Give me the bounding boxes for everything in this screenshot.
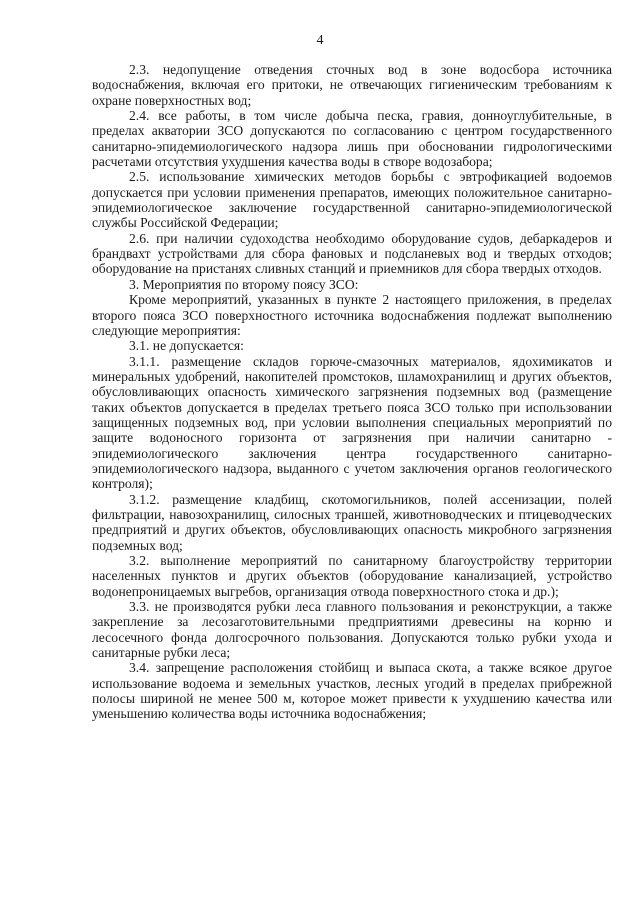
paragraph-3-intro: Кроме мероприятий, указанных в пункте 2 настоящего приложения, в пределах второго пояса ЗСО поверхностного источника водоснабжения подлежат выполнению следующие мероприятия:	[92, 292, 612, 338]
paragraph-3-3: 3.3. не производятся рубки леса главного пользования и реконструкции, а также закрепление за лесозаготовительными предприятиями древесины на корню и лесосечного фонда долгосрочного пользования. Допускаются только рубки ухода и санитарные рубки леса;	[92, 599, 612, 661]
paragraph-2-6: 2.6. при наличии судоходства необходимо оборудование судов, дебаркадеров и брандвахт устройствами для сбора фановых и подсланевых вод и твердых отходов; оборудование на пристанях сливных станций и приемников для сбора твердых отходов.	[92, 230, 612, 277]
document-body	[92, 62, 612, 722]
paragraph-3-1: 3.1. не допускается:	[129, 338, 244, 354]
paragraph-2-5: 2.5. использование химических методов борьбы с эвтрофикацией водоемов допускается при условии применения препаратов, имеющих положительное санитарно-эпидемиологическое заключение государственной санитарно-эпидемиологической службы Российской Федерации;	[92, 169, 612, 231]
paragraph-2-3: 2.3. недопущение отведения сточных вод в зоне водосбора источника водоснабжения, включая его притоки, не отвечающих гигиеническим требованиям к охране поверхностных вод;	[92, 62, 612, 108]
paragraph-2-4: 2.4. все работы, в том числе добыча песка, гравия, донноуглубительные, в пределах акватории ЗСО допускаются по согласованию с центром государственного санитарно-эпидемиологического надзора лишь при обосновании гидрологическими расчетами отсутствия ухудшения качества воды в створе водозабора;	[92, 108, 612, 170]
page-number: 4	[316, 33, 324, 48]
paragraph-3-2: 3.2. выполнение мероприятий по санитарному благоустройству территории населенных пунктов и других объектов (оборудование канализацией, устройство водонепроницаемых выгребов, организация отвода поверхностного стока и др.);	[92, 553, 612, 599]
section-heading-3: 3. Мероприятия по второму поясу ЗСО:	[129, 276, 359, 292]
paragraph-3-1-2: 3.1.2. размещение кладбищ, скотомогильников, полей ассенизации, полей фильтрации, навозохранилищ, силосных траншей, животноводческих и птицеводческих предприятий и других объектов, обусловливающих опасность микробного загрязнения подземных вод;	[92, 491, 612, 553]
paragraph-3-4: 3.4. запрещение расположения стойбищ и выпаса скота, а также всякое другое использование водоема и земельных участков, лесных угодий в пределах прибрежной полосы шириной не менее 500 м, которое может привести к ухудшению качества или уменьшению количества воды источника водоснабжения;	[92, 660, 612, 722]
paragraph-3-1-1: 3.1.1. размещение складов горюче-смазочных материалов, ядохимикатов и минеральных удобрений, накопителей промстоков, шламохранилищ и других объектов, обусловливающих опасность химического загрязнения подземных вод (размещение таких объектов допускается в пределах третьего пояса ЗСО только при использовании защищенных подземных вод, при условии выполнения специальных мероприятий по защите водоносного горизонта от загрязнения при наличии санитарно - эпидемиологического заключения центра государственного санитарно-эпидемиологического надзора, выданного с учетом заключения органов геологического контроля);	[92, 353, 612, 492]
